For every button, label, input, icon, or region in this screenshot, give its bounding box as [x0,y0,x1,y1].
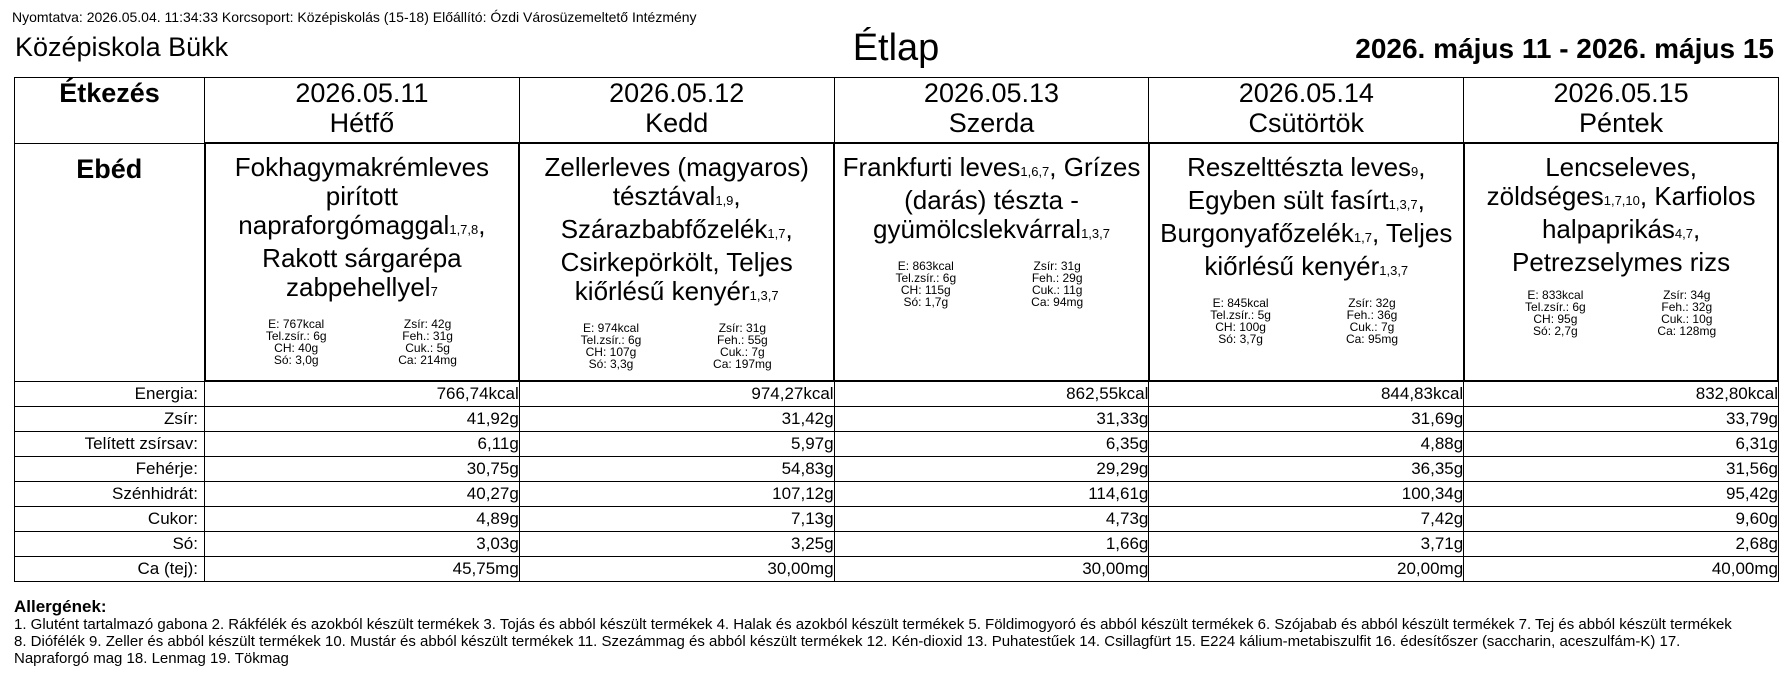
nutrition-summary [1180,297,1433,345]
nutrient-value: 41,92g [205,407,520,432]
dish-separator: , [1371,218,1386,248]
nutrient-value: 114,61g [834,482,1149,507]
nutrition-value: Zsír: 31g [1033,259,1081,273]
day-date: 2026.05.15 [1553,78,1689,108]
nutrient-value: 1,66g [834,532,1149,557]
dish-name: Karfiolos halpaprikás [1541,181,1756,244]
nutrient-value: 3,03g [205,532,520,557]
nutrient-value: 974,27kcal [519,381,834,407]
allergen-codes: 1,3,7 [749,288,779,303]
nutrient-value: 6,31g [1464,432,1779,457]
nutrition-value: Cuk.: 10g [1661,312,1713,326]
day-header [205,78,520,144]
nutrient-value: 4,73g [834,507,1149,532]
allergens-text: 1. Glutént tartalmazó gabona 2. Rákfélék és azokból készült termékek 3. Tojás és abból készült termékek 4. Halak és azokból készült termékek 5. Földimogyoró és abból készült termékek 6. Szójabab és abból készült termékek 7. Tej és abból készült termékek 8. Diófélék 9. Zeller és abból készült termékek 10. Mustár és abból készült termékek 11. Szezámmag és abból készült termékek 12. Kén-dioxid 13. Puhatestűek 14. Csillagfürt 15. E224 kálium-metabiszulfit 16. édesítőszer (saccharin, aceszulfám-K) 17. Napraforgó mag 18. Lenmag 19. Tökmag [14,616,1732,667]
dish-separator: , [1693,214,1701,244]
nutrient-value: 20,00mg [1149,557,1464,582]
dish-name: Rakott sárgarépa zabpehellyel [262,243,462,302]
nutrient-row [15,507,1779,532]
nutrient-value: 832,80kcal [1464,381,1779,407]
dish-separator: , [1639,181,1655,211]
date-range: 2026. május 11 - 2026. május 15 [1355,33,1774,64]
day-date: 2026.05.13 [923,78,1060,108]
nutrient-value: 40,27g [205,482,520,507]
day-name: Szerda [948,108,1035,138]
nutrition-value: Tel.zsír.: 6g [895,271,957,285]
nutrient-value: 31,42g [519,407,834,432]
nutrient-value: 4,88g [1149,432,1464,457]
nutrient-value: 95,42g [1464,482,1779,507]
nutrition-value: E: 833kcal [1527,288,1584,302]
allergen-codes: 9 [1411,164,1419,179]
dish-name: Fokhagymakrémleves pirított napraforgómaggal [234,152,490,240]
nutrient-value: 40,00mg [1464,557,1779,582]
nutrient-value: 36,35g [1149,457,1464,482]
day-date: 2026.05.12 [609,78,745,108]
allergen-codes: 4,7 [1674,226,1693,241]
nutrient-row [15,557,1779,582]
meal-column-header: Étkezés [15,78,205,144]
school-name: Középiskola Bükk [15,32,229,62]
allergen-codes: 1,6,7 [1020,164,1050,179]
nutrient-value: 4,89g [205,507,520,532]
day-header [1149,78,1464,144]
nutrition-value: Cuk.: 7g [720,345,765,359]
dish-name: Reszelttészta leves [1187,152,1412,182]
nutrient-value: 7,42g [1149,507,1464,532]
nutrient-row [15,532,1779,557]
nutrition-value: Só: 3,7g [1218,332,1263,346]
nutrition-value: CH: 115g [900,283,951,297]
nutrient-value: 862,55kcal [834,381,1149,407]
nutrition-value: Tel.zsír.: 6g [265,329,327,343]
nutrition-value: Só: 2,7g [1533,324,1578,338]
dish-name: Petrezselymes rizs [1512,247,1731,277]
day-date: 2026.05.11 [295,78,429,108]
dish-separator: , [1418,152,1426,182]
dish-list [206,144,519,306]
allergen-codes: 1,3,7 [1081,226,1110,241]
nutrition-value: E: 974kcal [582,321,640,335]
lunch-row [15,143,1779,381]
nutrient-value: 31,69g [1149,407,1464,432]
allergen-codes: 1,7,8 [449,222,479,237]
nutrient-value: 7,13g [519,507,834,532]
day-header [834,78,1149,144]
nutrition-value: CH: 40g [274,341,319,355]
allergen-codes: 1,7,10 [1603,193,1640,208]
nutrition-summary [236,318,489,366]
nutrition-value: CH: 107g [585,345,637,359]
dish-name: Frankfurti leves [842,152,1021,182]
nutrition-value: Cuk.: 5g [405,341,450,355]
nutrition-value: Ca: 197mg [713,357,772,371]
allergen-codes: 1,9 [715,193,734,208]
dish-list [835,144,1148,248]
nutrient-value: 30,00mg [834,557,1149,582]
nutrition-value: Ca: 214mg [398,353,457,367]
nutrient-value: 30,00mg [519,557,834,582]
nutrition-value: Feh.: 31g [402,329,453,343]
nutrient-value: 31,56g [1464,457,1779,482]
nutrient-value: 54,83g [519,457,834,482]
dish-list [1465,144,1778,277]
dish-name: Grízes (darás) tészta - gyümölcslekvárral [872,152,1141,244]
allergen-codes: 1,7 [767,226,786,241]
nutrition-value: Feh.: 32g [1661,300,1713,314]
nutrition-summary [550,322,803,370]
nutrient-value: 3,71g [1149,532,1464,557]
day-date: 2026.05.14 [1238,78,1374,108]
allergen-codes: 7 [430,284,438,299]
nutrient-value: 31,33g [834,407,1149,432]
dish-separator: , [785,214,793,244]
nutrient-label: Ca (tej): [15,557,205,582]
nutrient-value: 6,35g [834,432,1149,457]
nutrition-value: Ca: 94mg [1031,295,1084,309]
dish-separator: , [712,247,727,277]
nutrition-summary [1495,289,1748,337]
nutrient-label: Fehérje: [15,457,205,482]
nutrient-label: Energia: [15,381,205,407]
nutrient-label: Cukor: [15,507,205,532]
meal-name: Ebéd [15,143,205,381]
nutrient-row [15,482,1779,507]
dish-name: Szárazbabfőzelék [560,214,768,244]
nutrient-value: 6,11g [205,432,520,457]
nutrient-value: 29,29g [834,457,1149,482]
nutrient-row [15,407,1779,432]
nutrition-value: Só: 1,7g [903,295,949,309]
allergen-codes: 1,7 [1353,230,1372,245]
nutrient-value: 3,25g [519,532,834,557]
allergen-codes: 1,3,7 [1388,197,1418,212]
nutrition-value: Feh.: 36g [1346,308,1398,322]
menu-table [14,77,1779,582]
nutrition-value: Zsír: 42g [403,317,452,331]
dish-name: Egyben sült fasírt [1187,185,1389,215]
nutrient-value: 766,74kcal [205,381,520,407]
nutrition-value: Feh.: 29g [1031,271,1083,285]
nutrient-row [15,457,1779,482]
allergen-codes: 1,3,7 [1379,263,1409,278]
allergens-section [14,597,1744,667]
dish-list [520,144,833,310]
dish-name: Teljes kiőrlésű kenyér [1204,218,1453,281]
nutrition-value: Tel.zsír.: 6g [580,333,642,347]
nutrition-value: E: 845kcal [1212,296,1269,310]
day-name: Kedd [645,108,709,138]
lunch-cell [834,143,1149,381]
dish-list [1150,144,1463,285]
nutrition-value: Zsír: 34g [1663,288,1711,302]
nutrient-label: Telített zsírsav: [15,432,205,457]
nutrient-row [15,381,1779,407]
nutrient-label: Szénhidrát: [15,482,205,507]
dish-name: Zellerleves (magyaros) tésztával [544,152,809,211]
nutrition-summary [865,260,1118,308]
day-header [519,78,834,144]
nutrient-label: Zsír: [15,407,205,432]
nutrient-value: 33,79g [1464,407,1779,432]
nutrient-label: Só: [15,532,205,557]
nutrition-value: Cuk.: 7g [1349,320,1395,334]
dish-separator: , [733,181,741,211]
day-name: Hétfő [329,108,395,138]
nutrition-value: Zsír: 32g [1348,296,1396,310]
nutrient-value: 2,68g [1464,532,1779,557]
nutrient-value: 100,34g [1149,482,1464,507]
nutrition-value: Só: 3,0g [273,353,319,367]
dish-name: Csirkepörkölt [560,247,713,277]
nutrition-value: Cuk.: 11g [1031,283,1083,297]
dish-separator: , [478,210,486,240]
nutrient-value: 5,97g [519,432,834,457]
day-header [1464,78,1779,144]
dish-name: Lencseleves, zöldséges [1486,152,1697,211]
nutrition-value: Zsír: 31g [718,321,767,335]
nutrition-value: Ca: 128mg [1657,324,1717,338]
nutrition-value: Tel.zsír.: 5g [1210,308,1271,322]
dish-name: Burgonyafőzelék [1160,218,1354,248]
nutrition-value: CH: 100g [1215,320,1266,334]
dish-separator: , [1049,152,1064,182]
nutrient-value: 9,60g [1464,507,1779,532]
nutrient-value: 844,83kcal [1149,381,1464,407]
nutrient-value: 45,75mg [205,557,520,582]
nutrient-row [15,432,1779,457]
lunch-cell [1464,143,1779,381]
nutrition-value: Feh.: 55g [717,333,768,347]
allergens-title: Allergének: [14,597,107,616]
nutrition-value: Tel.zsír.: 6g [1525,300,1586,314]
header-row [15,78,1779,144]
nutrition-value: E: 863kcal [897,259,954,273]
nutrient-value: 107,12g [519,482,834,507]
nutrition-value: Só: 3,3g [588,357,634,371]
dish-name: Teljes kiőrlésű kenyér [574,247,793,306]
nutrition-value: CH: 95g [1533,312,1578,326]
nutrition-value: E: 767kcal [268,317,325,331]
print-info: Nyomtatva: 2026.05.04. 11:34:33 Korcsoport: Középiskolás (15-18) Előállító: Ózdi Városüzemeltető Intézmény [12,9,697,25]
nutrient-rows [15,381,1779,582]
dish-separator: , [1417,185,1425,215]
day-name: Csütörtök [1248,108,1365,138]
day-name: Péntek [1579,108,1664,138]
page-title: Étlap [852,27,940,69]
lunch-cell [205,143,520,381]
lunch-cell [519,143,834,381]
nutrition-value: Ca: 95mg [1345,332,1398,346]
lunch-cell [1149,143,1464,381]
nutrient-value: 30,75g [205,457,520,482]
